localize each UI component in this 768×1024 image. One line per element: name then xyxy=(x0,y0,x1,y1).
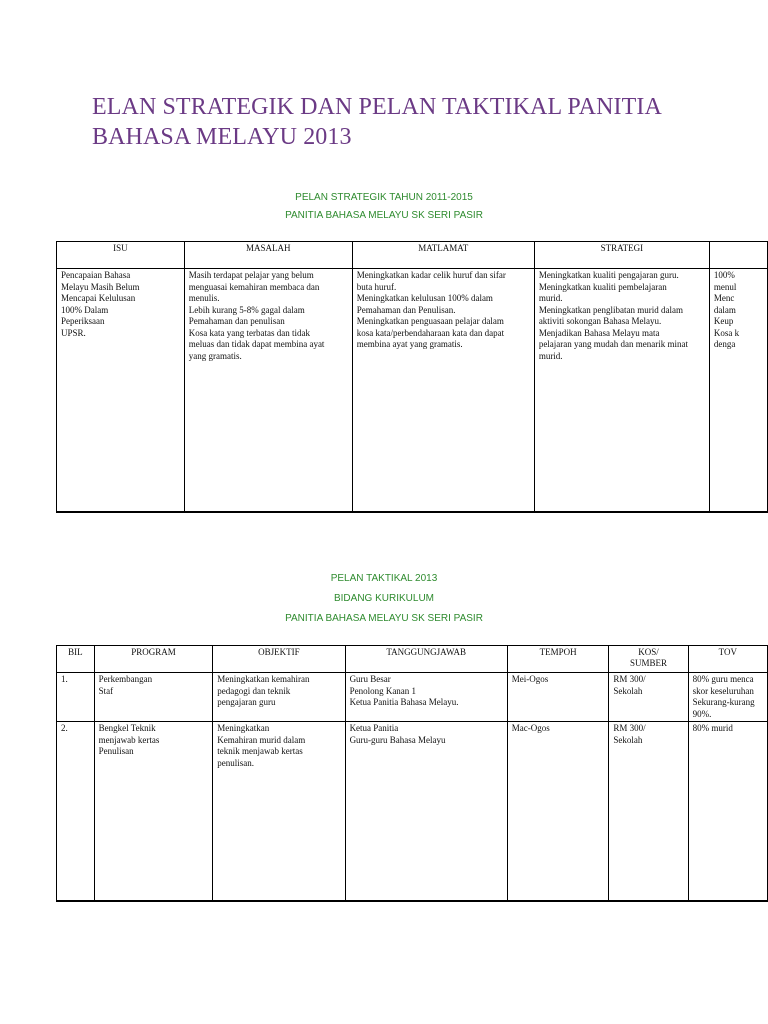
cell-strategi: Meningkatkan kualiti pengajaran guru. Meningkatkan kualiti pembelajaran murid. Meningkatkan penglibatan murid dalam aktiviti sokongan Bahasa Melayu. Menjadikan Bahasa Melayu mata pelajaran yang mudah dan menarik minat murid. xyxy=(534,269,709,513)
cell-masalah: Masih terdapat pelajar yang belum menguasai kemahiran membaca dan menulis. Lebih kurang 5-8% gagal dalam Pemahaman dan penulisan Kosa kata yang terbatas dan tidak meluas dan tidak dapat membina ayat yang gramatis. xyxy=(184,269,352,513)
tactical-header-row xyxy=(57,646,768,673)
cell-kos: RM 300/ Sekolah xyxy=(609,673,688,722)
strategic-subheading: PANITIA BAHASA MELAYU SK SERI PASIR xyxy=(285,210,483,221)
table-row xyxy=(57,722,768,902)
col-header-bil: BIL xyxy=(57,646,95,673)
col-header-masalah: MASALAH xyxy=(184,242,352,269)
strategic-header-row xyxy=(57,242,768,269)
cell-extra: 100% menul Menc dalam Keup Kosa k denga xyxy=(709,269,767,513)
col-header-objektif: OBJEKTIF xyxy=(213,646,345,673)
cell-tanggungjawab: Guru Besar Penolong Kanan 1 Ketua Panitia Bahasa Melayu. xyxy=(345,673,507,722)
document-title: ELAN STRATEGIK DAN PELAN TAKTIKAL PANITIA BAHASA MELAYU 2013 xyxy=(92,94,661,150)
cell-bil: 1. xyxy=(57,673,95,722)
cell-tanggungjawab: Ketua Panitia Guru-guru Bahasa Melayu xyxy=(345,722,507,902)
col-header-tanggungjawab: TANGGUNGJAWAB xyxy=(345,646,507,673)
col-header-matlamat: MATLAMAT xyxy=(352,242,534,269)
cell-tempoh: Mei-Ogos xyxy=(507,673,609,722)
cell-kos: RM 300/ Sekolah xyxy=(609,722,688,902)
tactical-heading: PELAN TAKTIKAL 2013 xyxy=(330,573,438,584)
cell-objektif: Meningkatkan kemahiran pedagogi dan teknik pengajaran guru xyxy=(213,673,345,722)
cell-tov: 80% murid xyxy=(688,722,767,902)
col-header-program: PROGRAM xyxy=(94,646,213,673)
cell-bil: 2. xyxy=(57,722,95,902)
cell-isu: Pencapaian Bahasa Melayu Masih Belum Mencapai Kelulusan 100% Dalam Peperiksaan UPSR. xyxy=(57,269,185,513)
col-header-strategi: STRATEGI xyxy=(534,242,709,269)
col-header-kos-sumber: KOS/ SUMBER xyxy=(609,646,688,673)
strategic-heading: PELAN STRATEGIK TAHUN 2011-2015 xyxy=(295,192,473,203)
tactical-field: BIDANG KURIKULUM xyxy=(333,593,434,604)
cell-tempoh: Mac-Ogos xyxy=(507,722,609,902)
strategic-plan-table xyxy=(56,241,768,513)
col-header-extra xyxy=(709,242,767,269)
cell-objektif: Meningkatkan Kemahiran murid dalam teknik menjawab kertas penulisan. xyxy=(213,722,345,902)
col-header-tempoh: TEMPOH xyxy=(507,646,609,673)
tactical-plan-table xyxy=(56,645,768,902)
tactical-subheading: PANITIA BAHASA MELAYU SK SERI PASIR xyxy=(285,613,483,624)
col-header-tov: TOV xyxy=(688,646,767,673)
cell-matlamat: Meningkatkan kadar celik huruf dan sifar buta huruf. Meningkatkan kelulusan 100% dalam Pemahaman dan Penulisan. Meningkatkan penguasaan pelajar dalam kosa kata/perbendaharaan kata dan dapat membina ayat yang gramatis. xyxy=(352,269,534,513)
cell-tov: 80% guru menca skor keseluruhan Sekurang-kurang 90%. xyxy=(688,673,767,722)
cell-program: Bengkel Teknik menjawab kertas Penulisan xyxy=(94,722,213,902)
table-row xyxy=(57,673,768,722)
table-row xyxy=(57,269,768,513)
cell-program: Perkembangan Staf xyxy=(94,673,213,722)
col-header-isu: ISU xyxy=(57,242,185,269)
